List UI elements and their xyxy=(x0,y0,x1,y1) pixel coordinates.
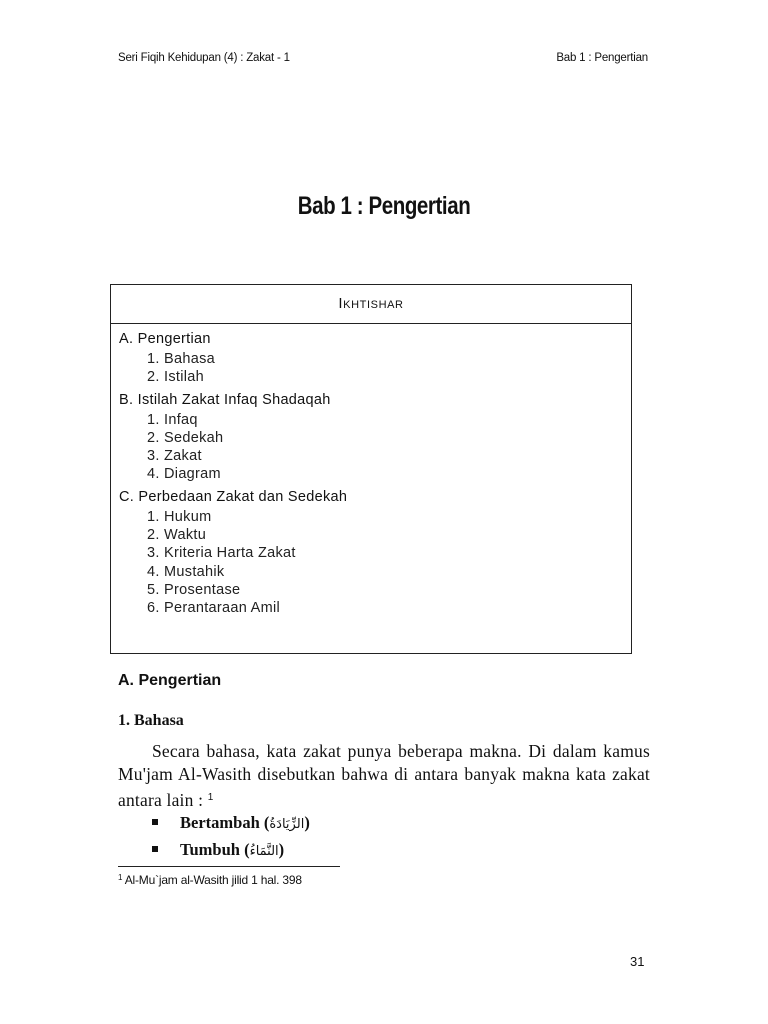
outline-item: 3. Zakat xyxy=(147,448,202,465)
meaning-list xyxy=(152,810,310,864)
arabic-term: الزِّيَادَةُ xyxy=(269,817,305,832)
outline-item: 2. Istilah xyxy=(147,369,204,386)
outline-section-label: A. Pengertian xyxy=(119,331,211,347)
outline-box xyxy=(110,284,632,654)
outline-item: 4. Mustahik xyxy=(147,563,225,580)
outline-item: 2. Sedekah xyxy=(147,429,224,446)
outline-heading: Ikhtishar xyxy=(111,285,631,324)
outline-section xyxy=(119,391,631,484)
outline-section-label: C. Perbedaan Zakat dan Sedekah xyxy=(119,488,348,505)
body-paragraph xyxy=(118,740,650,812)
footnote-divider xyxy=(118,866,340,867)
outline-section xyxy=(119,488,631,618)
outline-item: 5. Prosentase xyxy=(147,581,241,598)
footnote xyxy=(118,873,302,887)
running-header-right: Bab 1 : Pengertian xyxy=(556,52,648,64)
page-number: 31 xyxy=(630,954,645,969)
arabic-term: النَّمَاءُ xyxy=(249,844,279,859)
square-bullet-icon xyxy=(152,846,158,852)
list-item: Bertambah (الزِّيَادَةُ) xyxy=(152,810,310,837)
outline-item: 3. Kriteria Harta Zakat xyxy=(147,545,296,562)
outline-item: 6. Perantaraan Amil xyxy=(147,600,281,617)
outline-item: 4. Diagram xyxy=(147,466,221,483)
paragraph-text: Secara bahasa, kata zakat punya beberapa makna. Di dalam kamus Mu'jam Al-Wasith disebutkan bahwa di antara banyak makna kata zakat antara lain : xyxy=(118,741,650,810)
list-item-label: Bertambah xyxy=(180,813,260,832)
outline-item: 1. Infaq xyxy=(147,411,198,428)
section-heading: A. Pengertian xyxy=(118,672,222,689)
square-bullet-icon xyxy=(152,819,158,825)
outline-item: 1. Bahasa xyxy=(147,351,215,367)
subsection-heading: 1. Bahasa xyxy=(118,712,184,729)
outline-item: 1. Hukum xyxy=(147,508,212,525)
footnote-text: Al-Mu`jam al-Wasith jilid 1 hal. 398 xyxy=(124,873,302,887)
list-item-label: Tumbuh xyxy=(180,840,240,859)
outline-section xyxy=(119,330,631,387)
footnote-number: 1 xyxy=(118,873,123,882)
chapter-title: Bab 1 : Pengertian xyxy=(297,192,471,220)
outline-item: 2. Waktu xyxy=(147,527,207,544)
footnote-ref: 1 xyxy=(207,792,214,803)
list-item: Tumbuh (النَّمَاءُ) xyxy=(152,837,310,864)
outline-section-label: B. Istilah Zakat Infaq Shadaqah xyxy=(119,391,331,408)
outline-body xyxy=(111,324,631,618)
running-header-left: Seri Fiqih Kehidupan (4) : Zakat - 1 xyxy=(118,52,290,64)
